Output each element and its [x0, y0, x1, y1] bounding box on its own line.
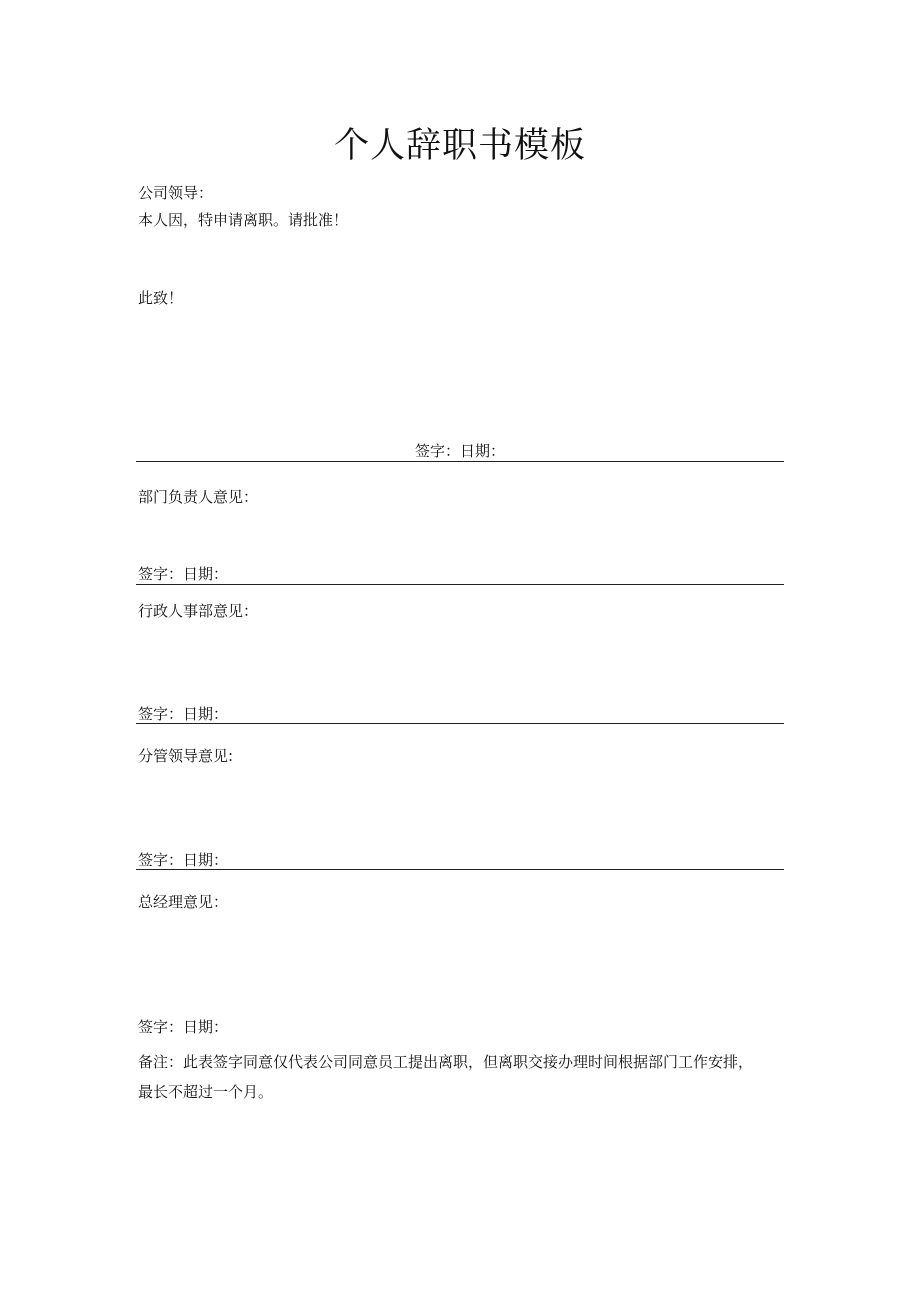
salutation: 公司领导： [138, 184, 214, 202]
note-line-2: 最长不超过一个月。 [138, 1083, 274, 1101]
divider-line [136, 461, 784, 462]
closing: 此致！ [138, 289, 184, 307]
supervising-leader-opinion-label: 分管领导意见: [138, 747, 234, 765]
general-manager-opinion-label: 总经理意见： [138, 893, 229, 911]
dept-head-opinion-label: 部门负责人意见： [138, 488, 259, 506]
admin-hr-signature-date: 签字：日期： [138, 705, 229, 723]
divider-line [136, 723, 784, 724]
resignation-statement: 本人因，特申请离职。请批准！ [138, 211, 349, 229]
divider-line [136, 869, 784, 870]
note-line-1: 备注：此表签字同意仅代表公司同意员工提出离职，但离职交接办理时间根据部门工作安排， [138, 1053, 754, 1071]
employee-signature-date: 签字：日期： [414, 442, 505, 460]
dept-head-signature-date: 签字：日期： [138, 565, 229, 583]
admin-hr-opinion-label: 行政人事部意见： [138, 602, 259, 620]
general-manager-signature-date: 签字：日期： [138, 1018, 229, 1036]
divider-line [136, 584, 784, 585]
supervising-leader-signature-date: 签字：日期： [138, 851, 229, 869]
document-title: 个人辞职书模板 [333, 126, 586, 166]
